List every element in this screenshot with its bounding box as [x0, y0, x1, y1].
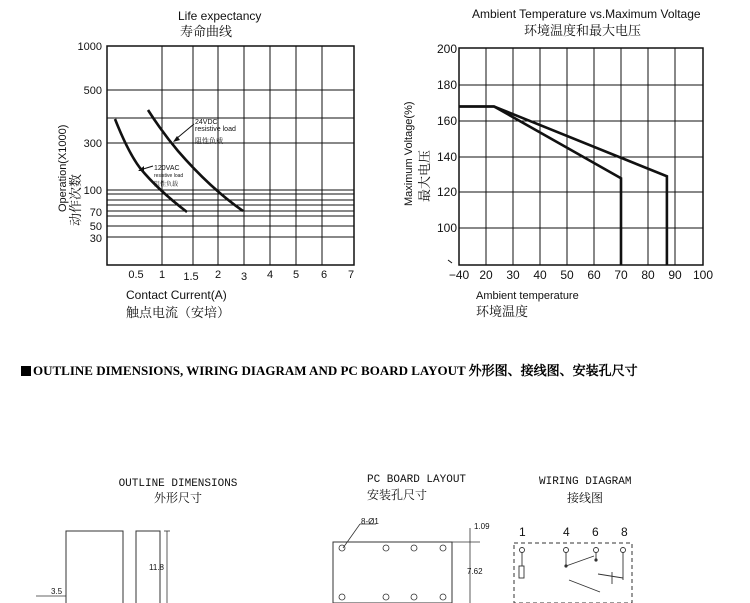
life-chart-title: Life expectancy [178, 9, 262, 23]
curve-label-120vac-cn: 阻性负载 [154, 182, 179, 188]
pcb-holes [339, 545, 446, 600]
y-tick: 70 [89, 207, 102, 219]
curve-label-120vac-load: resistive load [154, 173, 184, 179]
temp-chart-subtitle: 环境温度和最大电压 [524, 23, 642, 38]
wiring-diagram [514, 476, 632, 603]
y-tick: 50 [89, 221, 102, 233]
annotation-leader [176, 124, 194, 139]
life-chart-grid [107, 46, 354, 265]
dim-side: 3.5 [51, 587, 63, 596]
temp-chart-y-ticks [437, 42, 457, 235]
temp-x-label: Ambient temperature [476, 290, 579, 302]
dim-top: 1.09 [474, 522, 490, 531]
pcb-title-cn: 安装孔尺寸 [367, 488, 428, 502]
x-tick: 100 [692, 268, 714, 282]
section-heading-text: OUTLINE DIMENSIONS, WIRING DIAGRAM AND PC BOARD LAYOUT 外形图、接线图、安装孔尺寸 [33, 363, 638, 378]
wiring-contacts [519, 548, 626, 593]
section-heading [21, 360, 638, 379]
temp-y-label: Maximum Voltage(%) [403, 101, 415, 206]
y-tick: 300 [83, 138, 102, 150]
curve-label-24vdc: 24VDC [195, 119, 218, 126]
life-expectancy-chart [57, 9, 354, 320]
pin-label: 1 [519, 525, 526, 539]
x-tick: 90 [668, 268, 682, 282]
pcb-outline [333, 542, 452, 603]
temp-chart-x-ticks [449, 268, 714, 282]
y-tick: 1000 [77, 41, 102, 53]
curve-label-24vdc-cn: 阻性负载 [195, 138, 223, 145]
dim-height: 11.8 [149, 563, 164, 572]
outline-title-cn: 外形尺寸 [153, 491, 203, 505]
outline-title: OUTLINE DIMENSIONS [118, 478, 238, 490]
x-tick: 60 [587, 268, 601, 282]
pc-board-layout [333, 474, 490, 603]
relay-front-view [66, 531, 123, 603]
x-tick: 6 [320, 269, 328, 281]
x-tick: −40 [448, 268, 470, 282]
x-tick: 70 [614, 268, 628, 282]
pin-label: 6 [592, 525, 599, 539]
wiring-frame [514, 543, 632, 603]
wiring-title-cn: 接线图 [567, 491, 604, 505]
x-tick: 7 [347, 269, 355, 281]
y-tick: 200 [436, 42, 457, 56]
x-tick: 80 [641, 268, 655, 282]
x-tick: 1 [158, 269, 166, 281]
square-bullet-icon [21, 366, 31, 376]
pin-label: 4 [563, 525, 570, 539]
x-tick: 3 [240, 271, 248, 283]
life-chart-title-cn: 寿命曲线 [180, 24, 233, 39]
x-tick: 0.5 [128, 269, 144, 281]
temp-chart-title: Ambient Temperature vs.Maximum Voltage [472, 7, 701, 21]
temp-y-label-cn: 最大电压 [417, 149, 432, 202]
life-x-label-cn: 触点电流（安培） [126, 305, 231, 320]
y-tick: 100 [436, 221, 457, 235]
y-tick: 30 [89, 233, 102, 245]
hole-label: 8-Ø1 [361, 517, 379, 526]
x-tick: 4 [266, 269, 274, 281]
life-y-label-cn: 动作次数 [68, 173, 83, 226]
y-tick: 120 [436, 185, 457, 199]
wiring-title: WIRING DIAGRAM [539, 476, 632, 488]
series-line-2 [459, 107, 667, 266]
curve-label-120vac: 120VAC [154, 165, 180, 172]
y-tick: 140 [436, 150, 457, 164]
x-tick: 20 [479, 268, 493, 282]
pin-label: 8 [621, 525, 628, 539]
curve-label-24vdc-load: resistive load [195, 126, 236, 133]
x-tick: 40 [533, 268, 547, 282]
y-tick: 160 [436, 114, 457, 128]
life-y-label: Operation(X1000) [57, 124, 69, 212]
x-tick: 2 [214, 269, 222, 281]
x-tick: 30 [506, 268, 520, 282]
pcb-title: PC BOARD LAYOUT [367, 474, 467, 486]
x-tick: 1.5 [183, 271, 199, 283]
life-x-label: Contact Current(A) [126, 288, 227, 302]
y-tick: 500 [83, 85, 102, 97]
temp-x-label-cn: 环境温度 [476, 304, 529, 319]
y-tick: 180 [436, 78, 457, 92]
x-tick: 50 [560, 268, 574, 282]
temp-voltage-chart [403, 7, 713, 319]
x-tick: 5 [292, 269, 300, 281]
life-chart-x-ticks [128, 269, 354, 283]
y-tick: 100 [83, 185, 102, 197]
outline-dimensions [36, 478, 238, 603]
dim-side-pcb: 7.62 [467, 567, 483, 576]
temp-series-group [459, 107, 667, 266]
